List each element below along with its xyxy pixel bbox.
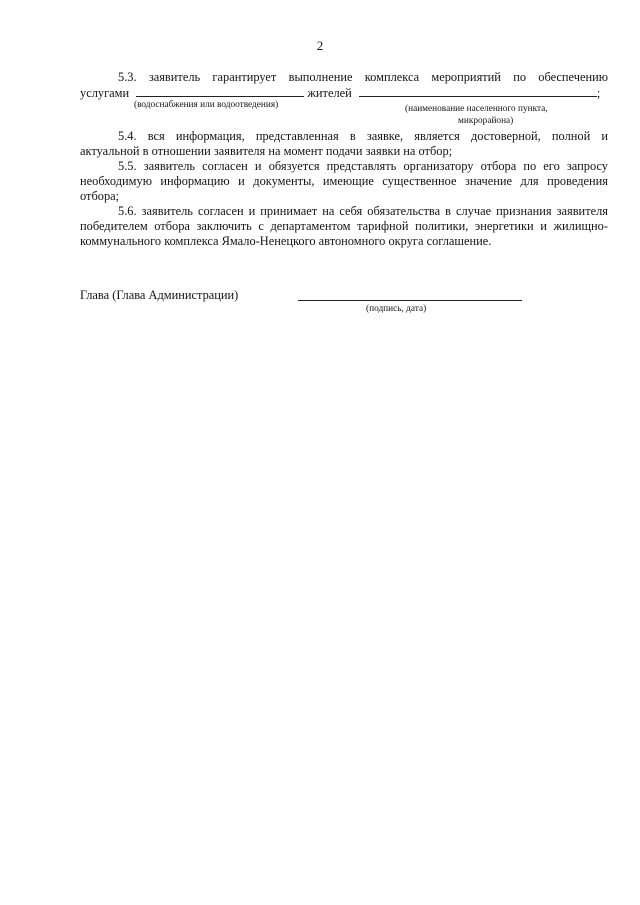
clause-5-4-line-1: 5.4. вся информация, представленная в заявке, является достоверной, полной и	[118, 129, 608, 143]
clause-5-3-line-2	[80, 86, 608, 101]
page-number: 2	[316, 38, 324, 53]
signature-caption: (подпись, дата)	[366, 304, 427, 314]
clause-5-5-line-3: отбора;	[80, 189, 120, 203]
settlement-name-blank	[359, 86, 597, 97]
clause-5-3-services-word: услугами	[80, 86, 130, 100]
clause-5-6-line-2: победителем отбора заключить с департаментом тарифной политики, энергетики и жилищно-	[80, 219, 608, 233]
clause-5-6-line-1: 5.6. заявитель согласен и принимает на себя обязательства в случае признания заявителя	[118, 204, 608, 218]
clause-5-6-line-3: коммунального комплекса Ямало-Ненецкого автономного округа соглашение.	[80, 234, 492, 248]
clause-5-5-line-1: 5.5. заявитель согласен и обязуется представлять организатору отбора по его запросу	[118, 159, 608, 173]
clause-5-3-line-1: 5.3. заявитель гарантирует выполнение комплекса мероприятий по обеспечению	[118, 70, 608, 84]
clause-5-3-residents-word: жителей	[307, 86, 352, 100]
signature-line	[298, 300, 522, 301]
settlement-caption-line-1: (наименование населенного пункта,	[405, 104, 548, 114]
clause-5-5-line-2: необходимую информацию и документы, имеющие существенное значение для проведения	[80, 174, 608, 188]
settlement-caption-line-2: микрорайона)	[458, 116, 514, 126]
service-type-blank	[136, 86, 304, 97]
clause-5-3-semicolon: ;	[596, 86, 601, 100]
clause-5-4-line-2: актуальной в отношении заявителя на момент подачи заявки на отбор;	[80, 144, 453, 158]
signatory-title: Глава (Глава Администрации)	[80, 288, 239, 302]
service-type-caption: (водоснабжения или водоотведения)	[134, 100, 279, 110]
